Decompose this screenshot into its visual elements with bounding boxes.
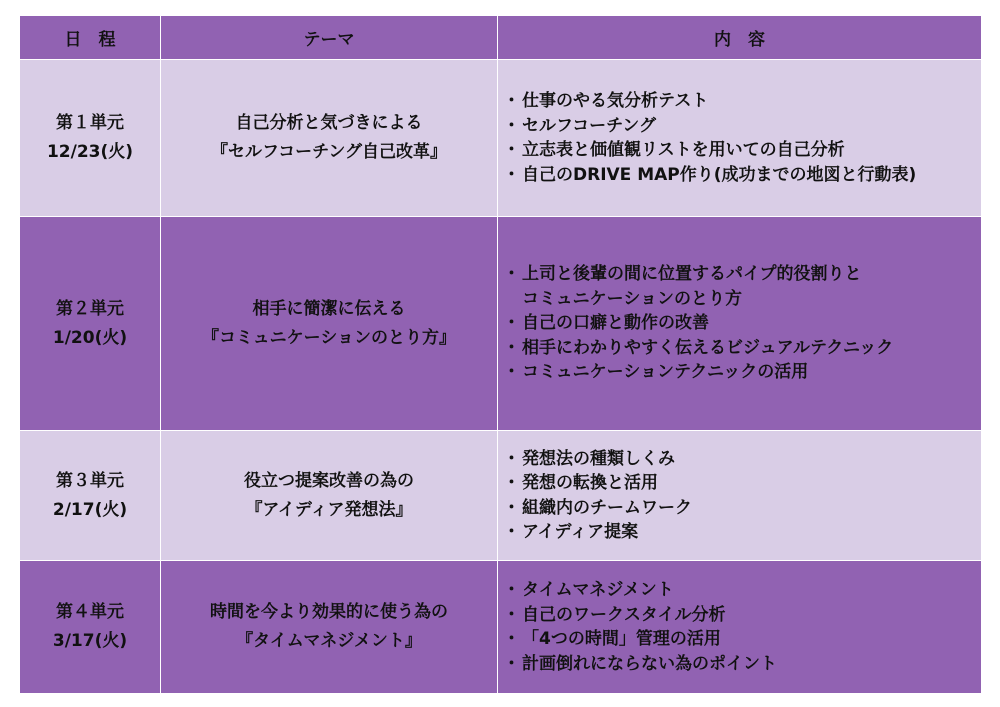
table-row xyxy=(20,60,982,217)
theme-line: 時間を今より効果的に使う為の xyxy=(210,602,448,622)
list-item: ・ タイムマネジメント xyxy=(506,578,981,603)
unit-label: 第２単元 xyxy=(56,298,124,319)
theme-title: 『セルフコーチング自己改革』 xyxy=(211,142,447,162)
theme-line: 自己分析と気づきによる xyxy=(235,113,423,133)
session-date: 2/17(火) xyxy=(52,499,128,520)
theme-title: 『コミュニケーションのとり方』 xyxy=(202,327,456,348)
list-item: ・ セルフコーチング xyxy=(506,114,981,139)
list-item: ・ 発想法の種類しくみ xyxy=(506,447,981,472)
theme-cell xyxy=(161,431,498,561)
content-cell xyxy=(498,60,982,217)
content-cell xyxy=(498,561,982,694)
unit-label: 第４単元 xyxy=(56,602,124,622)
table-header-row xyxy=(20,16,982,60)
date-cell xyxy=(20,561,161,694)
session-date: 12/23(火) xyxy=(46,142,134,162)
theme-title: 『アイディア発想法』 xyxy=(245,499,413,520)
theme-cell xyxy=(161,217,498,431)
theme-line: 役立つ提案改善の為の xyxy=(244,470,414,491)
header-date: 日 程 xyxy=(20,16,161,60)
list-item: ・ 仕事のやる気分析テスト xyxy=(506,89,981,114)
theme-title: 『タイムマネジメント』 xyxy=(236,631,422,651)
list-item: ・ 発想の転換と活用 xyxy=(506,471,981,496)
list-item: ・ 組織内のチームワーク xyxy=(506,496,981,521)
content-list xyxy=(506,89,981,187)
table-row xyxy=(20,431,982,561)
content-list xyxy=(506,578,981,676)
list-item: ・ 自己のワークスタイル分析 xyxy=(506,603,981,628)
theme-cell xyxy=(161,561,498,694)
session-date: 1/20(火) xyxy=(52,327,128,348)
list-item: ・ アイディア提案 xyxy=(506,520,981,545)
content-list xyxy=(506,447,981,545)
list-item: ・ 上司と後輩の間に位置するパイプ的役割りと xyxy=(506,262,981,287)
date-cell xyxy=(20,217,161,431)
list-item: ・ 自己のDRIVE MAP作り(成功までの地図と行動表) xyxy=(506,163,981,188)
list-item: ・ 「4つの時間」管理の活用 xyxy=(506,627,981,652)
unit-label: 第３単元 xyxy=(56,470,124,491)
date-cell xyxy=(20,60,161,217)
list-item: ・ 自己の口癖と動作の改善 xyxy=(506,311,981,336)
table-row xyxy=(20,217,982,431)
content-list xyxy=(506,262,981,385)
theme-cell xyxy=(161,60,498,217)
content-cell xyxy=(498,431,982,561)
date-cell xyxy=(20,431,161,561)
list-item: ・ コミュニケーションテクニックの活用 xyxy=(506,360,981,385)
list-item: ・ 相手にわかりやすく伝えるビジュアルテクニック xyxy=(506,336,981,361)
list-item: ・ 計画倒れにならない為のポイント xyxy=(506,652,981,677)
session-date: 3/17(火) xyxy=(52,631,128,651)
schedule-table xyxy=(19,15,982,694)
header-theme: テーマ xyxy=(161,16,498,60)
content-cell xyxy=(498,217,982,431)
header-content: 内 容 xyxy=(498,16,982,60)
table-row xyxy=(20,561,982,694)
unit-label: 第１単元 xyxy=(56,113,124,133)
list-item: ・ 立志表と価値観リストを用いての自己分析 xyxy=(506,138,981,163)
list-item-continuation: コミュニケーションのとり方 xyxy=(522,288,742,309)
theme-line: 相手に簡潔に伝える xyxy=(252,298,406,319)
